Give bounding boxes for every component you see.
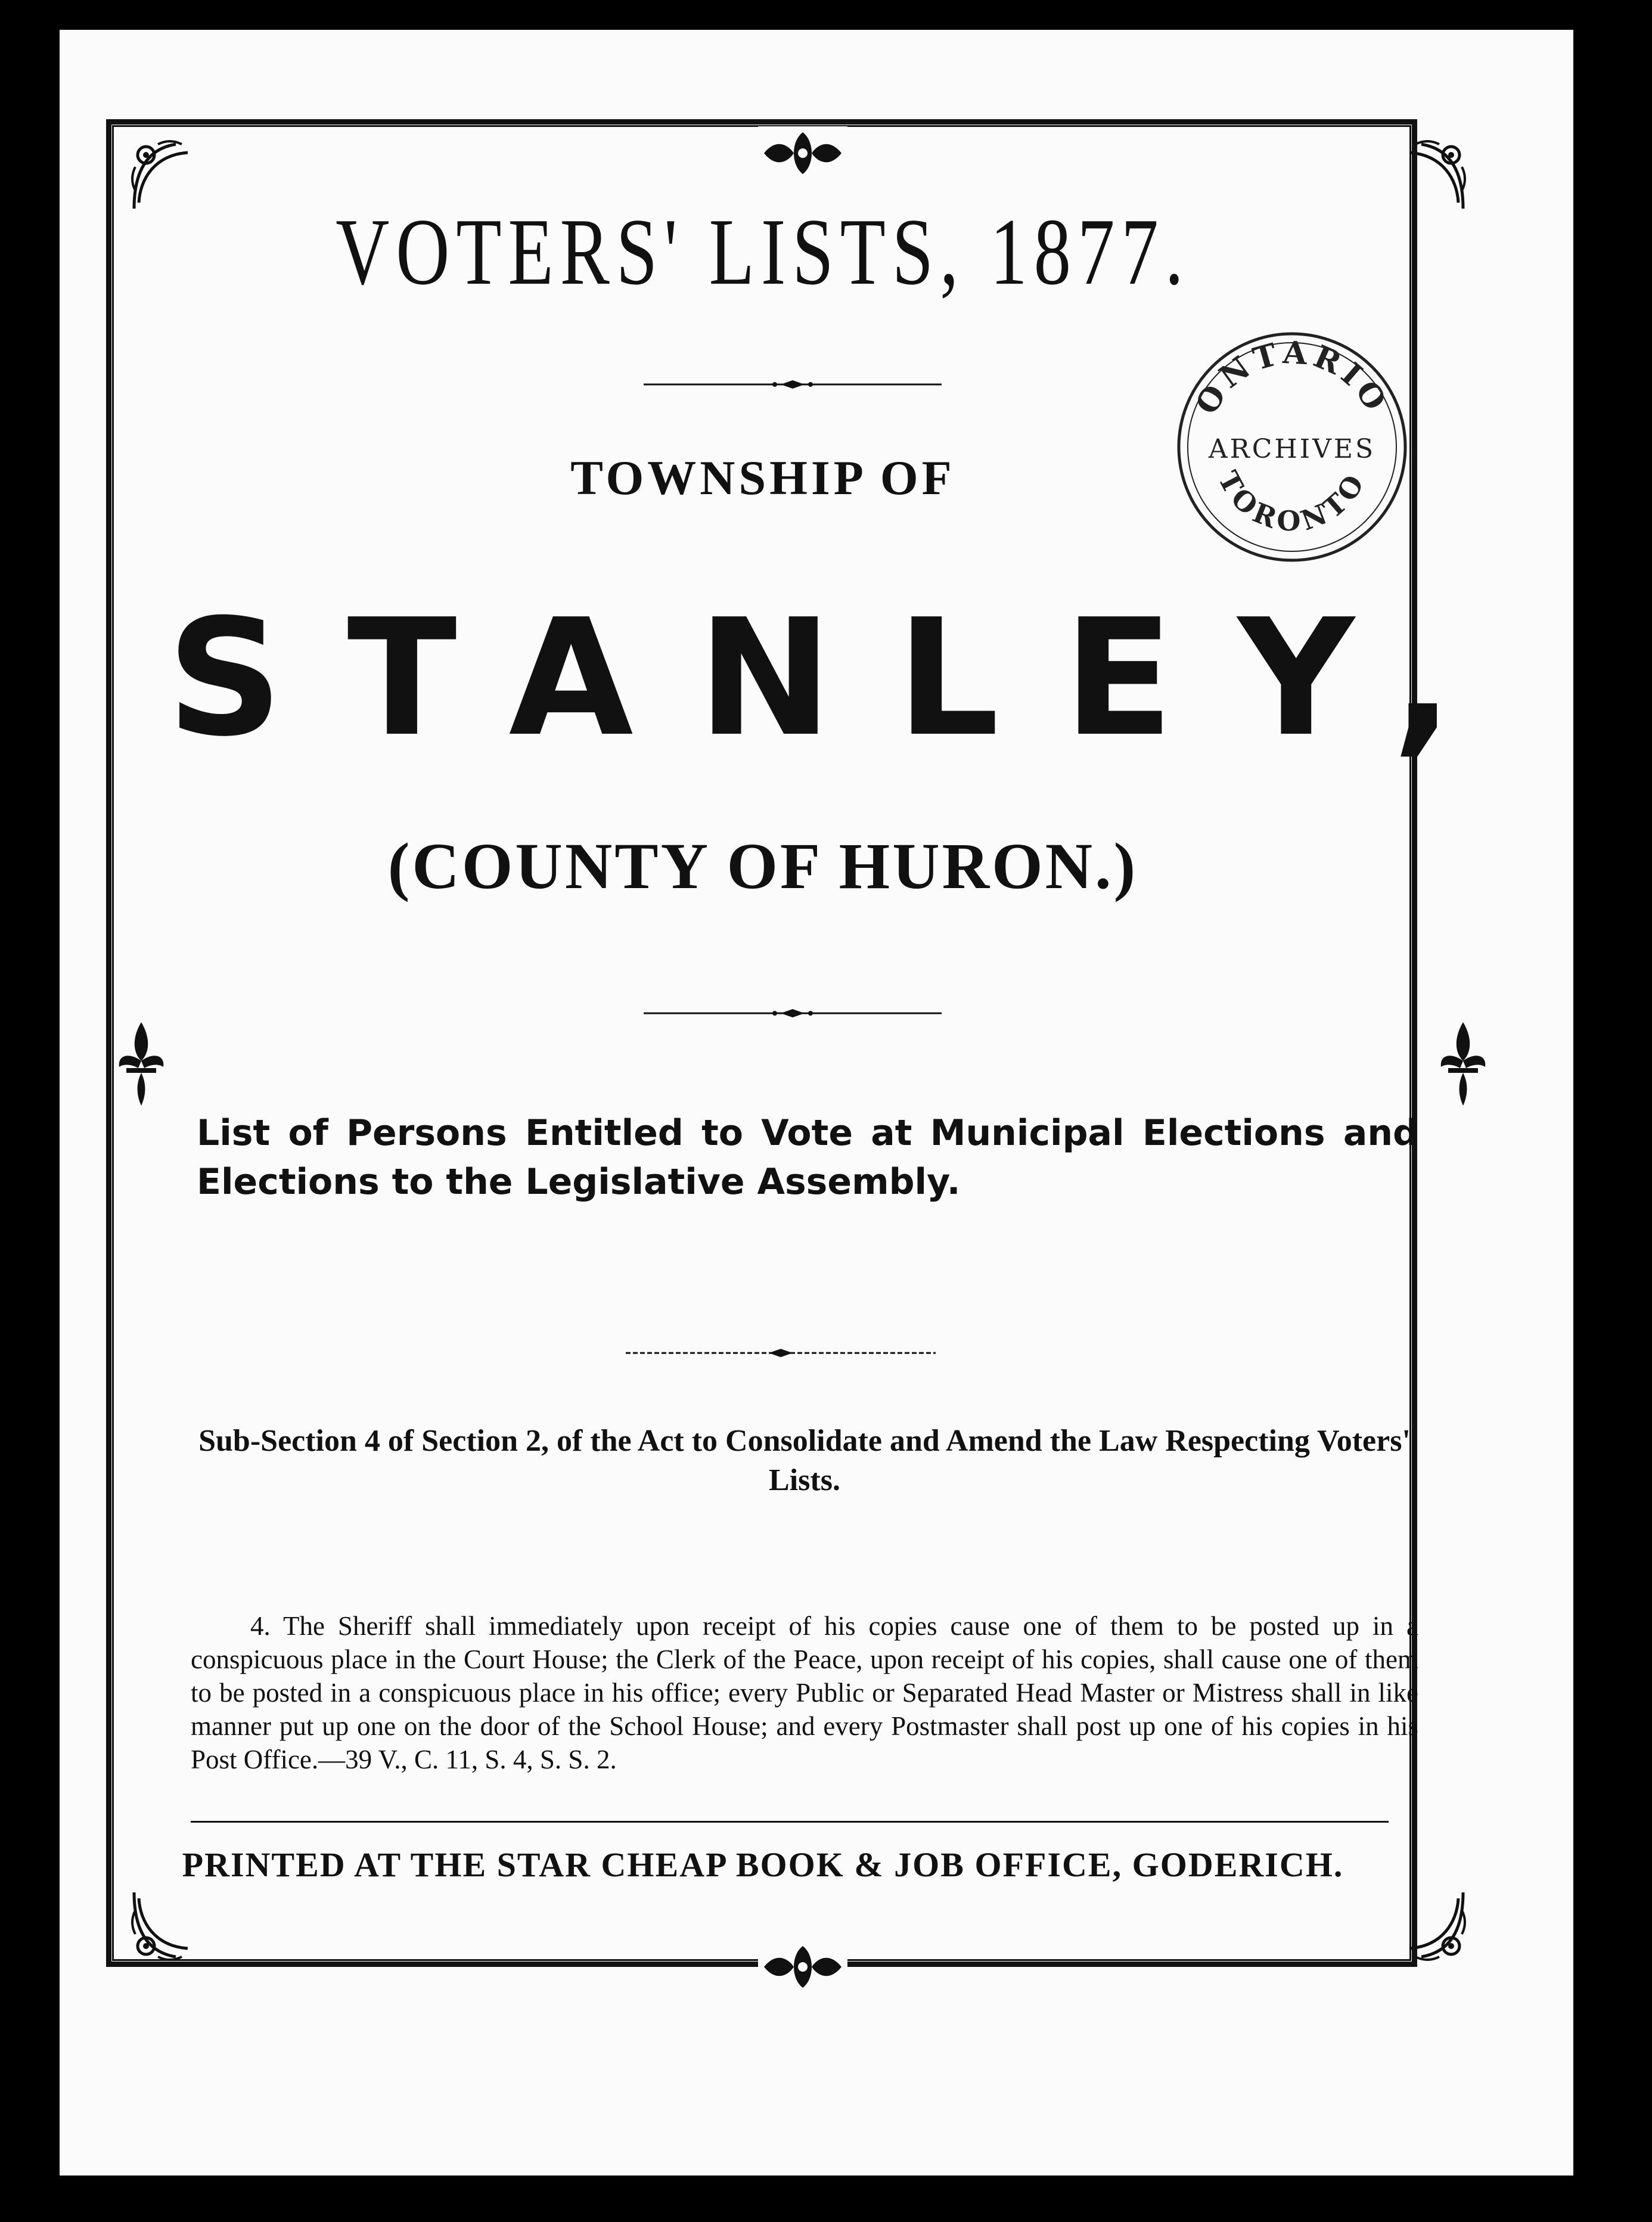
list-heading: List of Persons Entitled to Vote at Municipal Elections and Elections to the Legislative Assembly.	[197, 1112, 1418, 1203]
document-title: VOTERS' LISTS, 1877.	[336, 198, 1190, 305]
divider-ornament-icon	[644, 378, 942, 390]
archives-stamp	[1167, 322, 1417, 572]
county-name: (COUNTY OF HURON.)	[387, 830, 1138, 902]
stamp-top-text: ONTARIO	[1188, 334, 1396, 421]
subsection-heading: Sub-Section 4 of Section 2, of the Act to Consolidate and Amend the Law Respecting Voters' Lists.	[198, 1424, 1411, 1497]
printer-imprint: PRINTED AT THE STAR CHEAP BOOK & JOB OFFICE, GODERICH.	[182, 1845, 1344, 1884]
svg-text:ONTARIO	[1188, 334, 1396, 421]
fleur-de-lis-right-icon	[1436, 1019, 1490, 1109]
stamp-bottom-text: TORONTO	[1212, 465, 1373, 538]
footer-rule	[191, 1821, 1389, 1823]
divider-ornament-icon	[626, 1347, 936, 1359]
stamp-middle-text: ARCHIVES	[1208, 434, 1376, 464]
township-name: STANLEY,	[167, 584, 1518, 772]
statute-paragraph: 4. The Sheriff shall immediately upon receipt of his copies cause one of them to be posted up in a conspicuous place in the Court House; the Clerk of the Peace, upon receipt of his copies, shall cause one of them to be posted in a conspicuous place in his office; every Public or Separated Head Master or Mistress shall in like manner put up one on the door of the School House; and every Postmaster shall post up one of his copies in his Post Office.—39 V., C. 11, S. 4, S. S. 2.	[191, 1611, 1418, 1774]
township-label: TOWNSHIP OF	[570, 451, 955, 505]
divider-ornament-icon	[644, 1007, 942, 1019]
svg-text:TORONTO	[1212, 465, 1372, 537]
